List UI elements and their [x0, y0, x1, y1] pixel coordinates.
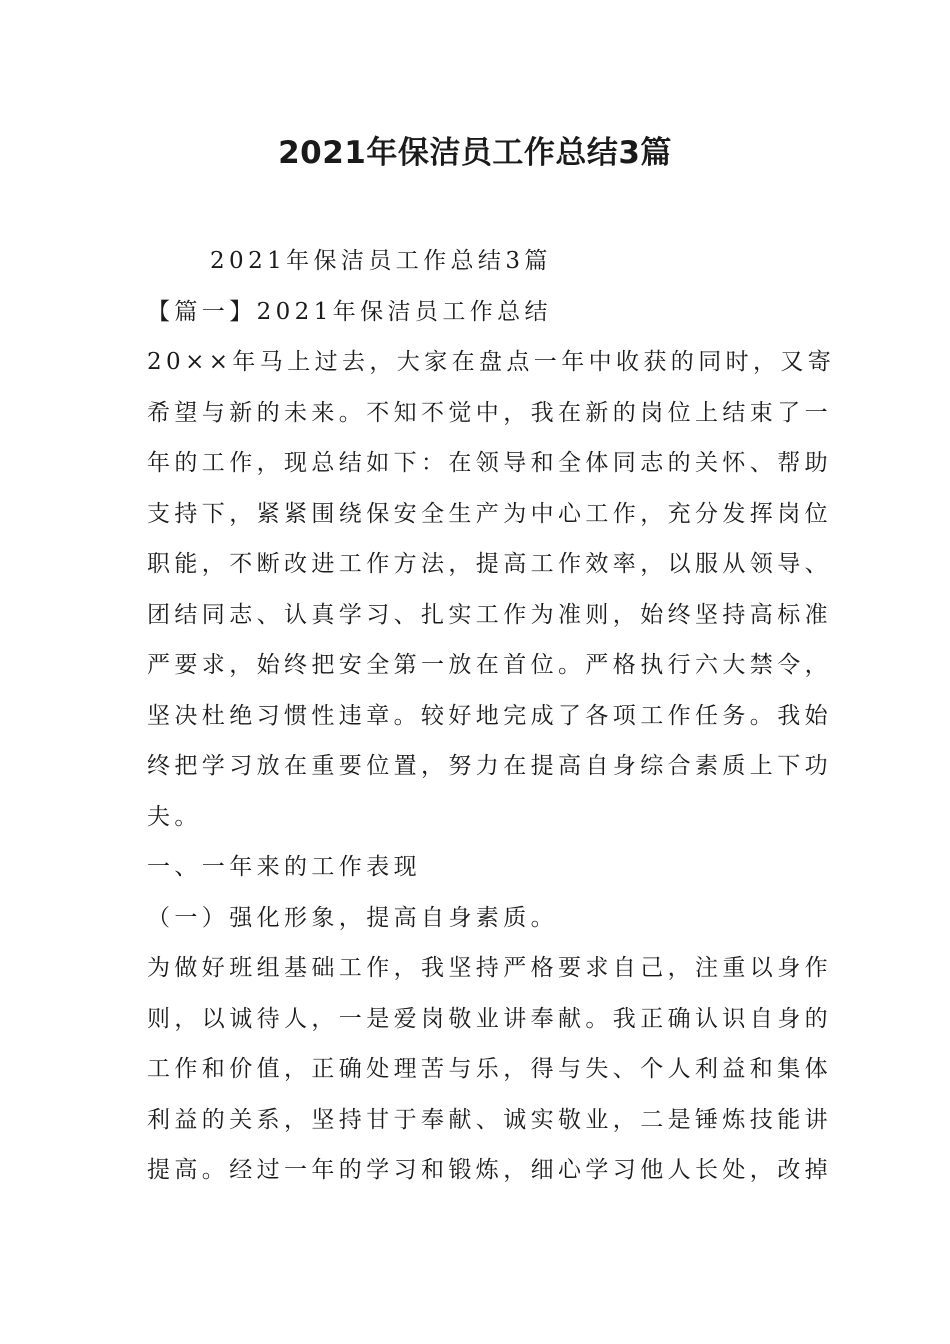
subsection-heading: （一）强化形象，提高自身素质。: [147, 904, 558, 931]
paragraph-line: 支持下，紧紧围绕保安全生产为中心工作，充分发挥岗位: [147, 500, 832, 527]
paragraph-line: 利益的关系，坚持甘于奉献、诚实敬业，二是锤炼技能讲: [147, 1106, 832, 1133]
paragraph-line: 夫。: [147, 803, 202, 830]
paragraph-line: 希望与新的未来。不知不觉中，我在新的岗位上结束了一: [147, 399, 832, 426]
paragraph-line: 坚决杜绝习惯性违章。较好地完成了各项工作任务。我始: [147, 702, 832, 729]
paragraph-line: 严要求，始终把安全第一放在首位。严格执行六大禁令，: [147, 652, 832, 678]
paragraph-line: 终把学习放在重要位置，努力在提高自身综合素质上下功: [147, 753, 832, 779]
paragraph-line: 为做好班组基础工作，我坚持严格要求自己，注重以身作: [147, 955, 832, 981]
section-heading-2: 一、一年来的工作表现: [147, 854, 421, 880]
paragraph-line: 年的工作，现总结如下：在领导和全体同志的关怀、帮助: [147, 450, 832, 476]
subtitle-line: 2021年保洁员工作总结3篇: [210, 248, 552, 274]
paragraph-line: 20××年马上过去，大家在盘点一年中收获的同时，又寄: [147, 349, 836, 375]
paragraph-line: 团结同志、认真学习、扎实工作为准则，始终坚持高标准: [147, 601, 832, 628]
paragraph-line: 职能，不断改进工作方法，提高工作效率，以服从领导、: [147, 551, 832, 577]
document-body: [147, 236, 836, 1196]
document-title: 2021年保洁员工作总结3篇: [278, 135, 672, 171]
paragraph-line: 提高。经过一年的学习和锻炼，细心学习他人长处，改掉: [147, 1157, 832, 1183]
paragraph-line: 则，以诚待人，一是爱岗敬业讲奉献。我正确认识自身的: [147, 1005, 832, 1032]
section-heading-1: 【篇一】2021年保洁员工作总结: [147, 298, 552, 325]
paragraph-line: 工作和价值，正确处理苦与乐，得与失、个人利益和集体: [147, 1056, 832, 1082]
